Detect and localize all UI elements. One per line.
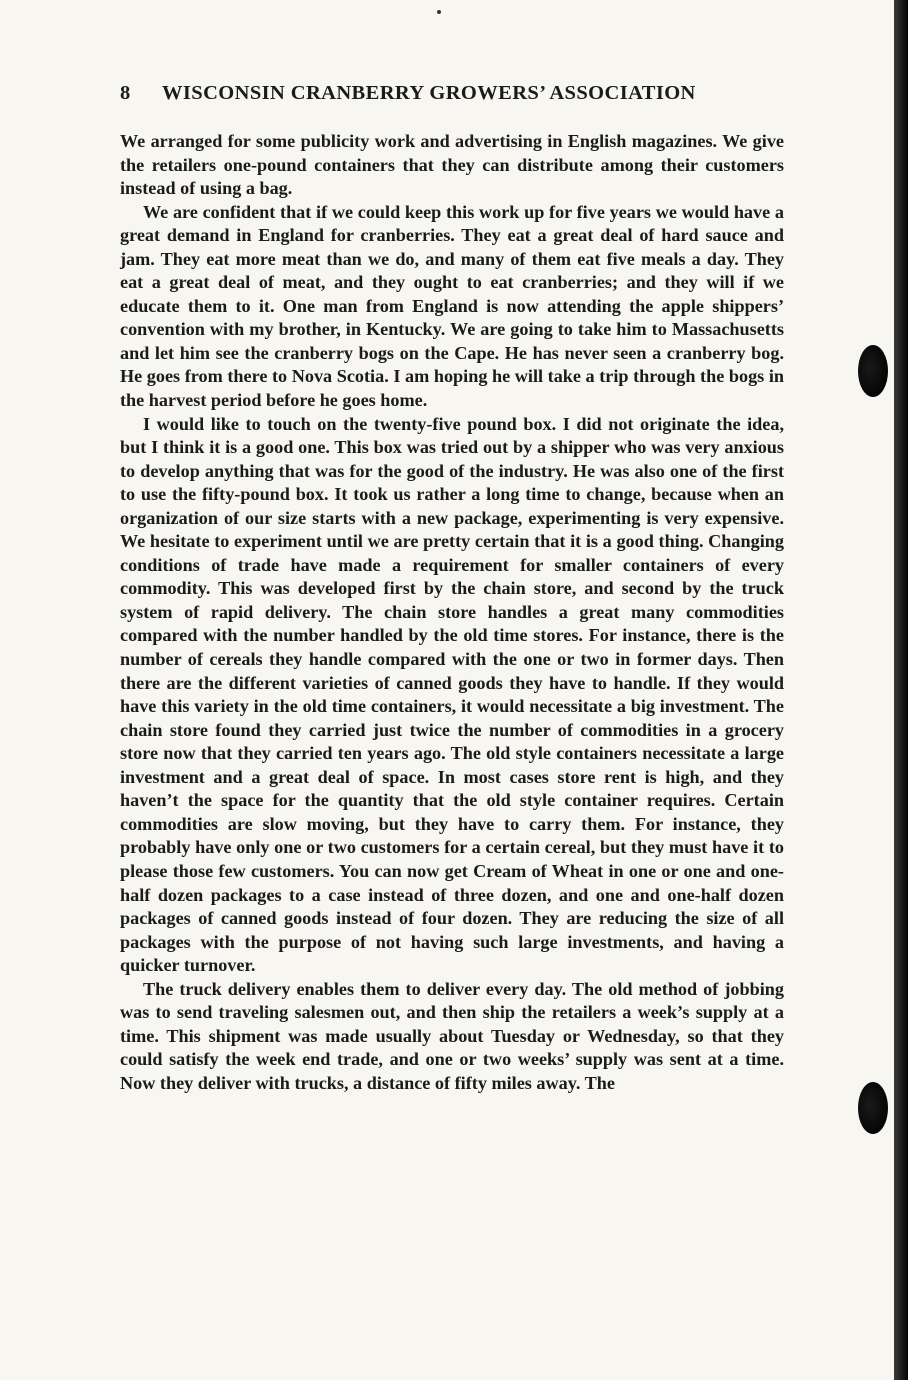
- paragraph: We arranged for some publicity work and advertising in English magazines. We give the retailers one-pound containers that they can distribute among their customers instead of using a bag.: [120, 131, 784, 199]
- punch-hole-top: [858, 345, 888, 397]
- running-head: [120, 82, 740, 105]
- paragraph: I would like to touch on the twenty-five pound box. I did not originate the idea, but I think it is a good one. This box was tried out by a shipper who was very anxious to develop anything that was for the good of the industry. He was also one of the first to use the fifty-pound box. It took us rather a long time to change, because when an organization of our size starts with a new package, experimenting is very expensive. We hesitate to experiment until we are pretty certain that it is a good thing. Changing conditions of trade have made a requirement for smaller containers of every commodity. This was developed first by the chain store, and second by the truck system of rapid delivery. The chain store handles a great many commodities compared with the number handled by the old time stores. For instance, there is the number of cereals they handle compared with the one or two in former days. Then there are the different varieties of canned goods they have to handle. If they would have this variety in the old time containers, it would necessitate a big investment. The chain store found they carried just twice the number of commodities in a grocery store now that they carried ten years ago. The old style containers necessitate a large investment and a great deal of space. In most cases store rent is high, and they haven’t the space for the quantity that the old style container requires. Certain commodities are slow moving, but they have to carry them. For instance, they probably have only one or two customers for a certain cereal, but they must have it to please those few customers. You can now get Cream of Wheat in one or one and one-half dozen packages to a case instead of three dozen, and one and one-half dozen packages of canned goods instead of four dozen. They are reducing the size of all packages with the purpose of not having such large investments, and having a quicker turnover.: [120, 413, 784, 976]
- page-number: 8: [120, 82, 131, 104]
- page-header-title: WISCONSIN CRANBERRY GROWERS’ ASSOCIATION: [162, 82, 696, 104]
- paragraph: The truck delivery enables them to deliver every day. The old method of jobbing was to send traveling salesmen out, and then ship the retailers a week’s supply at a time. This shipment was made usually about Tuesday or Wednesday, so that they could satisfy the week end trade, and one or two weeks’ supply was sent at a time. Now they deliver with trucks, a distance of fifty miles away. The: [120, 978, 784, 1093]
- paragraph: We are confident that if we could keep this work up for five years we would have a great demand in England for cranberries. They eat a great deal of hard sauce and jam. They eat more meat than we do, and many of them eat five meals a day. They eat a great deal of meat, and they ought to eat cranberries; and they will if we educate them to it. One man from England is now attending the apple shippers’ convention with my brother, in Kentucky. We are going to take him to Massachusetts and let him see the cranberry bogs on the Cape. He has never seen a cranberry bog. He goes from there to Nova Scotia. I am hoping he will take a trip through the bogs in the harvest period before he goes home.: [120, 201, 784, 411]
- paper-speck: [437, 10, 441, 14]
- page-edge-shadow: [894, 0, 908, 1380]
- body-text: [120, 130, 784, 1095]
- punch-hole-bottom: [858, 1082, 888, 1134]
